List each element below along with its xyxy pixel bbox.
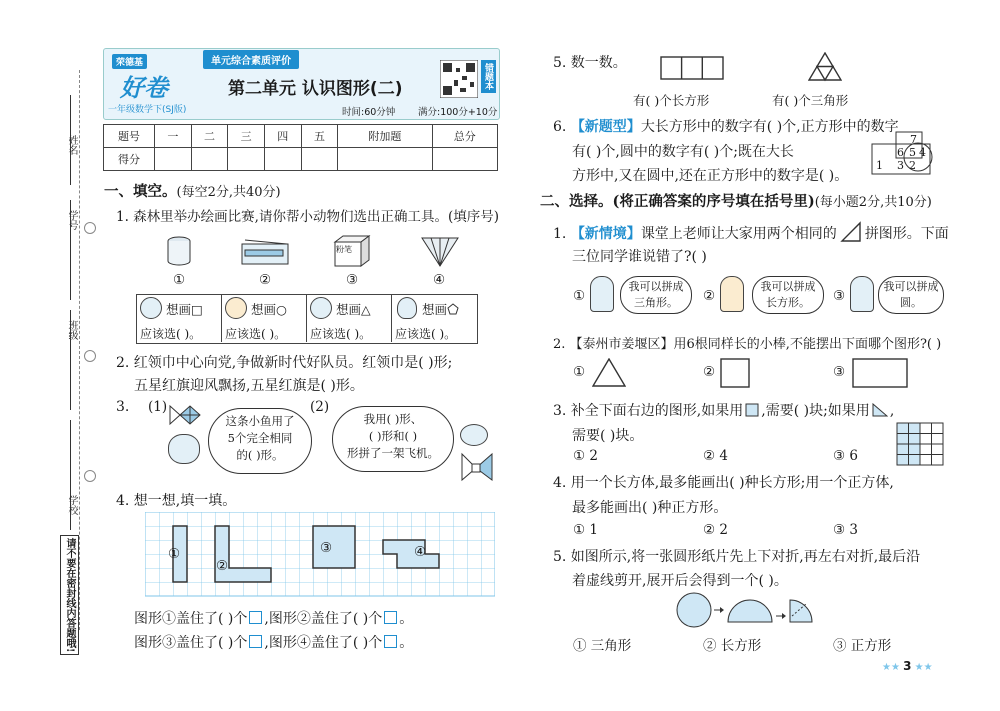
score-cell[interactable]: [338, 148, 432, 171]
right-triangle-icon: [840, 221, 862, 243]
c2-triangle: [592, 358, 626, 388]
c3-opt-3: ③ 6: [833, 448, 858, 464]
bubble2-line3: 形拼了一架飞机。: [347, 446, 439, 460]
logo: 好卷: [120, 73, 168, 102]
q6-text1: 大长方形中的数字有( )个,正方形中的数字: [640, 119, 899, 135]
bubble2-line1: 我用( )形、: [363, 412, 423, 426]
lion-draw: [251, 300, 287, 318]
rabbit-draw: [422, 300, 459, 318]
small-square-icon: [745, 403, 759, 417]
c1-line1: [553, 221, 949, 243]
c1-opt-2: ②: [703, 288, 716, 304]
score-head: 附加题: [338, 125, 432, 148]
c3-opt-2: ② 4: [703, 448, 728, 464]
section1-note: (每空2分,共40分): [176, 185, 281, 200]
c3-text1: 3. 补全下面右边的图形,如果用: [553, 403, 744, 419]
c5-opt-2: ② 长方形: [703, 638, 762, 654]
grid-label-3: ③: [320, 540, 333, 556]
venn-num-2: 2: [909, 159, 916, 172]
q1-text: 1. 森林里举办绘画比赛,请你帮小动物们选出正确工具。(填序号): [116, 209, 499, 225]
score-head: 总分: [432, 125, 497, 148]
lion-shape: ○: [276, 302, 287, 317]
page-title: 第二单元 认识图形(二): [228, 79, 403, 99]
section2-note: (每小题2分,共10分): [814, 195, 932, 210]
venn-num-4: 4: [919, 146, 926, 159]
c1-line2: 三位同学谁说错了?( ): [572, 249, 707, 265]
pyramid-image: [420, 236, 460, 268]
c2-opt-3: ③: [833, 364, 846, 380]
c2-opt-2: ②: [703, 364, 716, 380]
animal-divider: [306, 294, 307, 342]
cat-pick: 应该选( )。: [140, 327, 202, 341]
seal-circle-2: [84, 350, 96, 362]
c5-opt-1: ① 三角形: [573, 638, 632, 654]
seal-circle-1: [84, 222, 96, 234]
cat-icon: [140, 297, 162, 319]
sealing-notice: 请不要在密封线内答题哦!: [60, 535, 79, 655]
ruler-box-image: [241, 238, 291, 266]
class-label: 班级: [66, 320, 77, 340]
cat-draw: [166, 300, 203, 318]
child-2-bubble: [752, 276, 824, 314]
star-icon: ★★: [882, 662, 904, 673]
name-label: 姓名: [66, 135, 77, 155]
glue-jar-image: [166, 236, 192, 266]
score-cell[interactable]: [264, 148, 301, 171]
bubble2-line2: ( )形和( ): [368, 429, 418, 443]
child-1-bubble: [620, 276, 692, 314]
score-head: 五: [301, 125, 338, 148]
dog-draw-text: 想画: [336, 302, 362, 317]
q5-answer1: 有( )个长方形: [633, 93, 710, 108]
class-line: [70, 310, 71, 410]
brand-badge: 荣德基: [112, 54, 147, 69]
c5-opt-3: ③ 正方形: [833, 638, 892, 654]
q5-answer2: 有( )个三角形: [772, 93, 849, 108]
c3-text2: ,需要( )块;如果用: [761, 403, 870, 419]
child-1-icon: [590, 276, 614, 312]
tool-num-1: ①: [173, 272, 186, 288]
q4-a2-dot: 。: [399, 611, 414, 627]
animal-divider: [221, 294, 222, 342]
lion-pick: 应该选( )。: [225, 327, 287, 341]
section1-heading: [104, 180, 281, 201]
c4-line1: 4. 用一个长方体,最多能画出( )种长方形;用一个正方体,: [553, 475, 894, 491]
student-id-label: 学号: [66, 210, 77, 230]
c4-opt-2: ② 2: [703, 522, 728, 538]
small-triangle-icon: [872, 403, 888, 417]
student-id-line: [70, 200, 71, 300]
c3-grid-figure: [896, 422, 944, 466]
bubble1-line2: 5个完全相同: [227, 431, 293, 445]
c3-comma: ,: [889, 403, 895, 419]
section2-heading: [540, 190, 932, 211]
q2-line2: 五星红旗迎风飘扬,五星红旗是( )形。: [134, 378, 364, 394]
c1-opt-1: ①: [573, 288, 586, 304]
child-3-say: 我可以拼成圆。: [883, 280, 939, 309]
cat-shape: □: [191, 302, 203, 317]
cat-draw-text: 想画: [166, 302, 192, 317]
score-cell[interactable]: [432, 148, 497, 171]
q6-line1: [553, 116, 899, 136]
dog-draw: [336, 300, 371, 318]
bubble1-line3: 的( )形。: [236, 448, 284, 462]
q3-part1: (1): [148, 399, 168, 415]
q4-answer-line2: [134, 632, 413, 652]
tool-num-2: ②: [259, 272, 272, 288]
c1-text1: 课堂上老师让大家用两个相同的: [640, 226, 837, 242]
child-3-icon: [850, 276, 874, 312]
three-rectangles-figure: [660, 56, 726, 82]
c1-tag: 【新情境】: [570, 226, 641, 242]
grid-label-4: ④: [414, 544, 427, 560]
score-head: 题号: [104, 125, 155, 148]
c3-line1: [553, 400, 894, 420]
section2-title: 二、选择。(将正确答案的序号填在括号里): [540, 193, 815, 210]
binding-line: [79, 70, 80, 630]
grid-label-2: ②: [216, 558, 229, 574]
venn-num-5: 5: [909, 146, 916, 159]
unit-square-icon: [384, 611, 397, 624]
c1-opt-3: ③: [833, 288, 846, 304]
c2-rectangle: [852, 358, 908, 388]
grid-label-1: ①: [168, 546, 181, 562]
score-label: 满分:100分+10分: [418, 107, 498, 118]
q4-answer-line1: [134, 608, 413, 628]
c2-square: [720, 358, 750, 388]
dog-shape: △: [361, 302, 371, 317]
score-cell[interactable]: [191, 148, 228, 171]
score-row-label: 得分: [104, 148, 155, 171]
venn-num-6: 6: [897, 146, 904, 159]
school-label: 学校: [66, 495, 77, 515]
q6-line3: 方形中,又在圆中,还在正方形中的数字是( )。: [572, 168, 849, 184]
child-2-icon: [720, 276, 744, 312]
q3-part2: (2): [310, 399, 330, 415]
q4-a3: 图形③盖住了( )个: [134, 635, 248, 651]
q6-line2: 有( )个,圆中的数字有( )个;既在大长: [572, 144, 794, 160]
frog-icon: [168, 434, 200, 464]
c4-line2: 最多能画出( )种正方形。: [572, 500, 728, 516]
score-head: 四: [264, 125, 301, 148]
fish-speech-bubble: [208, 408, 312, 474]
q6-tag: 【新题型】: [570, 119, 641, 135]
c3-line2: 需要( )块。: [572, 428, 644, 444]
q2-line1: 2. 红领巾中心向党,争做新时代好队员。红领巾是( )形;: [116, 355, 453, 371]
dog-icon: [310, 297, 332, 319]
bird-icon: [460, 424, 488, 446]
c4-opt-1: ① 1: [573, 522, 598, 538]
unit-square-icon: [384, 635, 397, 648]
q6-number: 6.: [553, 119, 571, 135]
venn-num-7: 7: [910, 133, 917, 146]
child-1-say: 我可以拼成三角形。: [628, 280, 684, 309]
child-2-say: 我可以拼成长方形。: [760, 280, 816, 309]
paper-fold-figure: [676, 592, 836, 632]
rabbit-pick: 应该选( )。: [395, 327, 457, 341]
venn-num-1: 1: [876, 159, 883, 172]
c1-text2: 拼图形。下面: [864, 226, 949, 242]
page-number-text: 3: [903, 659, 912, 673]
score-table: [103, 124, 498, 171]
tool-num-4: ④: [433, 272, 446, 288]
unit-square-icon: [249, 611, 262, 624]
c1-number: 1.: [553, 226, 571, 242]
error-book-tag: 错题本: [481, 60, 496, 93]
grade-label: 一年级数学下(SJ版): [108, 105, 187, 115]
score-cell[interactable]: [155, 148, 192, 171]
q4-a4: ,图形④盖住了( )个: [264, 635, 383, 651]
qr-code: [440, 60, 478, 98]
q4-text: 4. 想一想,填一填。: [116, 493, 237, 509]
score-cell[interactable]: [301, 148, 338, 171]
q4-a1: 图形①盖住了( )个: [134, 611, 248, 627]
tool-num-3: ③: [346, 272, 359, 288]
lion-icon: [225, 297, 247, 319]
plane-speech-bubble: [332, 406, 454, 472]
venn-num-3: 3: [897, 159, 904, 172]
c5-line2: 着虚线剪开,展开后会得到一个( )。: [572, 573, 788, 589]
tangram-plane-image: [460, 452, 494, 482]
rabbit-icon: [397, 297, 417, 319]
c2-opt-1: ①: [573, 364, 586, 380]
score-head: 二: [191, 125, 228, 148]
tangram-fish-image: [168, 404, 202, 426]
bubble1-line1: 这条小鱼用了: [225, 414, 295, 428]
school-line: [70, 420, 71, 530]
score-head: 一: [155, 125, 192, 148]
category-badge: 单元综合素质评价: [203, 50, 299, 69]
lion-draw-text: 想画: [251, 302, 277, 317]
star-icon: ★★: [911, 662, 933, 673]
animal-divider: [391, 294, 392, 342]
q5-text: 5. 数一数。: [553, 55, 627, 71]
chalk-label: 粉笔: [336, 245, 352, 254]
q3-number: 3.: [116, 399, 130, 415]
name-line: [70, 95, 71, 185]
page-number: [882, 655, 933, 674]
c2-text: 2. 【泰州市姜堰区】用6根同样长的小棒,不能摆出下面哪个图形?( ): [553, 337, 942, 352]
c5-line1: 5. 如图所示,将一张圆形纸片先上下对折,再左右对折,最后沿: [553, 549, 921, 565]
c3-opt-1: ① 2: [573, 448, 598, 464]
time-label: 时间:60分钟: [342, 107, 396, 118]
q4-a2: ,图形②盖住了( )个: [264, 611, 383, 627]
triangles-figure: [808, 52, 842, 82]
score-head: 三: [228, 125, 265, 148]
section1-title: 一、填空。: [104, 183, 177, 200]
child-3-bubble: [878, 276, 944, 314]
rabbit-draw-text: 想画: [422, 302, 448, 317]
q4-a4-dot: 。: [399, 635, 414, 651]
dog-pick: 应该选( )。: [310, 327, 372, 341]
pentagon-shape-icon: [447, 303, 459, 315]
score-cell[interactable]: [228, 148, 265, 171]
unit-square-icon: [249, 635, 262, 648]
seal-circle-3: [84, 470, 96, 482]
c4-opt-3: ③ 3: [833, 522, 858, 538]
